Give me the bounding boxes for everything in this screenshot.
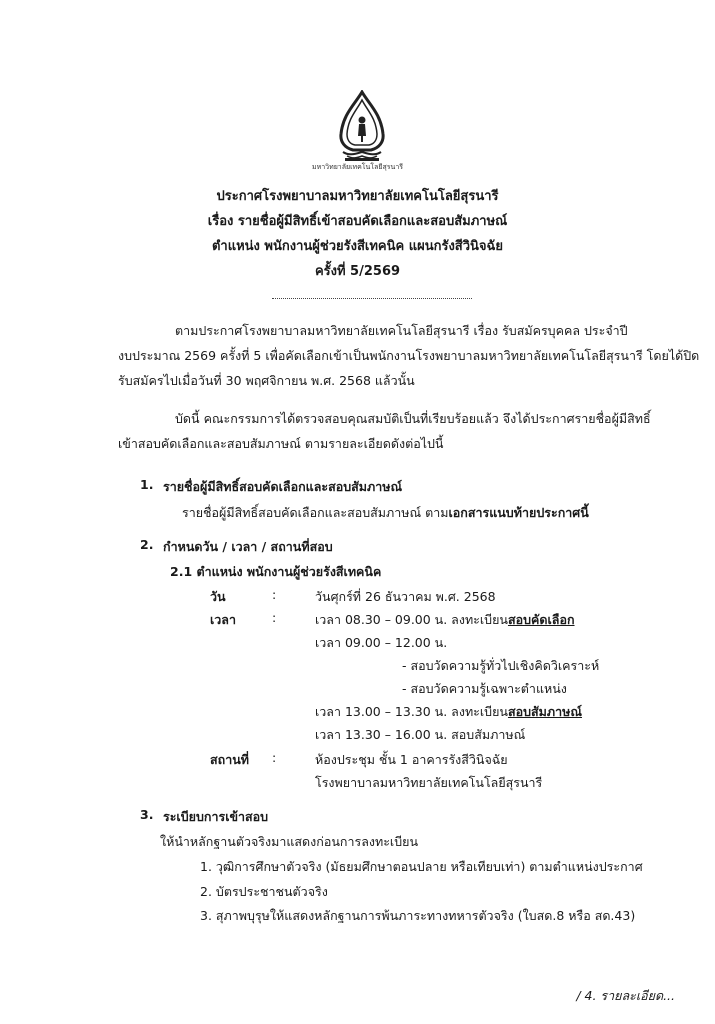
intro-p2-line2: เข้าสอบคัดเลือกและสอบสัมภาษณ์ ตามรายละเอียดดังต่อไปนี้: [118, 436, 444, 451]
intro-p1-line2: งบประมาณ 2569 ครั้งที่ 5 เพื่อคัดเลือกเข้าเป็นพนักงานโรงพยาบาลมหาวิทยาลัยเทคโนโลยีสุรนารี โดยได้ปิด: [118, 348, 700, 363]
time-colon: :: [272, 610, 277, 625]
section1-body-emphasis: เอกสารแนบท้ายประกาศนี้: [448, 505, 589, 520]
page-continuation: / 4. รายละเอียด...: [576, 988, 675, 1003]
section3-title: ระเบียบการเข้าสอบ: [163, 809, 269, 824]
announcement-title: ประกาศโรงพยาบาลมหาวิทยาลัยเทคโนโลยีสุรนารี: [216, 189, 499, 204]
intro-p1-line1: ตามประกาศโรงพยาบาลมหาวิทยาลัยเทคโนโลยีสุรนารี เรื่อง รับสมัครบุคคล ประจำปี: [175, 323, 628, 338]
intro-p2-line1: บัดนี้ คณะกรรมการได้ตรวจสอบคุณสมบัติเป็นที่เรียบร้อยแล้ว จึงได้ประกาศรายชื่อผู้มีสิทธิ์: [175, 411, 651, 426]
section2-title: กำหนดวัน / เวลา / สถานที่สอบ: [163, 539, 333, 554]
announcement-round: ครั้งที่ 5/2569: [314, 264, 401, 279]
section1-body: [182, 503, 589, 523]
section1-title: รายชื่อผู้มีสิทธิ์สอบคัดเลือกและสอบสัมภาษณ์: [163, 479, 403, 494]
day-label: วัน: [210, 589, 226, 604]
logo-caption: มหาวิทยาลัยเทคโนโลยีสุรนารี: [311, 163, 404, 171]
section2-1-title: 2.1 ตำแหน่ง พนักงานผู้ช่วยรังสีเทคนิค: [170, 564, 382, 579]
section1-number: 1.: [140, 477, 154, 492]
time-slot-3-text: เวลา 13.00 – 13.30 น. ลงทะเบียน: [315, 704, 508, 719]
section3-intro: ให้นำหลักฐานตัวจริงมาแสดงก่อนการลงทะเบียน: [160, 834, 418, 849]
time-slot-1: [315, 610, 575, 630]
time-label: เวลา: [210, 612, 236, 627]
place-label: สถานที่: [210, 752, 250, 767]
time-slot-2: เวลา 09.00 – 12.00 น.: [315, 635, 448, 650]
requirement-2: 2. บัตรประชาชนตัวจริง: [200, 884, 328, 899]
section2-number: 2.: [140, 537, 154, 552]
day-colon: :: [272, 587, 277, 602]
time-slot-1-text: เวลา 08.30 – 09.00 น. ลงทะเบียน: [315, 612, 508, 627]
time-slot-3-emphasis: สอบสัมภาษณ์: [507, 704, 583, 719]
announcement-position: ตำแหน่ง พนักงานผู้ช่วยรังสีเทคนิค แผนกรังสีวินิจฉัย: [211, 239, 504, 254]
requirement-1: 1. วุฒิการศึกษาตัวจริง (มัธยมศึกษาตอนปลาย หรือเทียบเท่า) ตามตำแหน่งประกาศ: [200, 859, 643, 874]
place-line-2: โรงพยาบาลมหาวิทยาลัยเทคโนโลยีสุรนารี: [315, 775, 543, 790]
place-colon: :: [272, 750, 277, 765]
place-line-1: ห้องประชุม ชั้น 1 อาคารรังสีวินิจฉัย: [315, 752, 508, 767]
section1-body-text: รายชื่อผู้มีสิทธิ์สอบคัดเลือกและสอบสัมภาษณ์ ตาม: [182, 505, 449, 520]
header-separator: [272, 298, 472, 299]
university-seal-icon: [335, 90, 389, 170]
intro-p1-line3: รับสมัครไปเมื่อวันที่ 30 พฤศจิกายน พ.ศ. 2568 แล้วนั้น: [118, 373, 415, 388]
section3-number: 3.: [140, 807, 154, 822]
time-slot-1-emphasis: สอบคัดเลือก: [507, 612, 575, 627]
exam-part-a: - สอบวัดความรู้ทั่วไปเชิงคิดวิเคราะห์: [402, 658, 600, 673]
time-slot-3: [315, 702, 582, 722]
requirement-3: 3. สุภาพบุรุษให้แสดงหลักฐานการพ้นภาระทางทหารตัวจริง (ใบสด.8 หรือ สด.43): [200, 908, 636, 923]
day-value: วันศุกร์ที่ 26 ธันวาคม พ.ศ. 2568: [315, 589, 496, 604]
time-slot-4: เวลา 13.30 – 16.00 น. สอบสัมภาษณ์: [315, 727, 526, 742]
exam-part-b: - สอบวัดความรู้เฉพาะตำแหน่ง: [402, 681, 567, 696]
announcement-subject: เรื่อง รายชื่อผู้มีสิทธิ์เข้าสอบคัดเลือกและสอบสัมภาษณ์: [207, 214, 508, 229]
